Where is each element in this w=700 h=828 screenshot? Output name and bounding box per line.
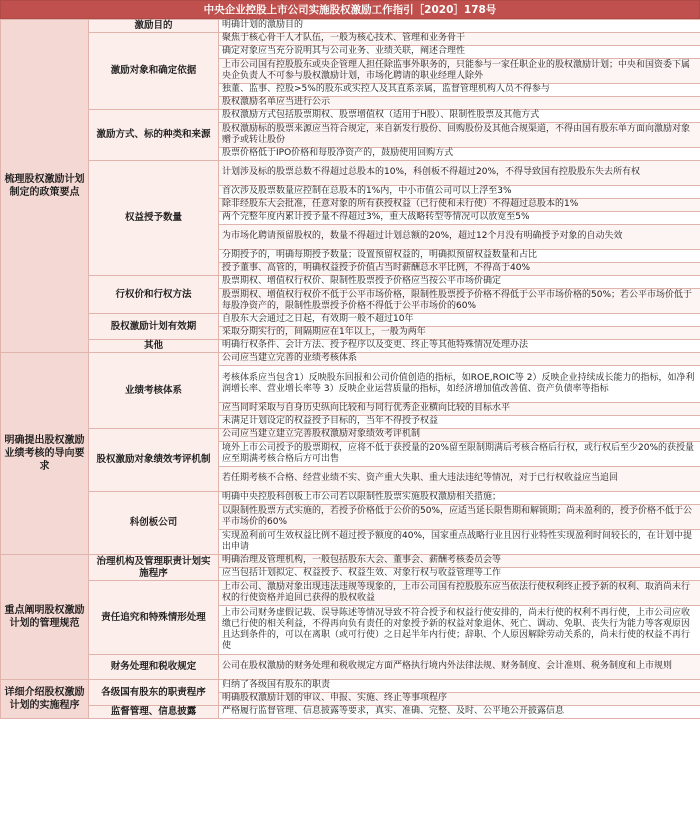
section-heading: 梳理股权激励计划制定的政策要点: [1, 20, 89, 353]
item-heading: 责任追究和特殊情形处理: [89, 581, 219, 655]
content-line: 实现盈利前可生效权益比例不超过授予额度的40%，国家重点战略行业且因行业特性实现盈利时间较长的，在计划中提出申请: [219, 530, 700, 555]
content-line: 应当包括计划拟定、权益授予、权益生效、对象行权与收益管理等工作: [219, 568, 700, 581]
content-line: 境外上市公司授予的股票期权，应将不低于获授量的20%留至限制期满后考核合格后行权，或行权后至少20%的获授量应至期满考核合格后方可出售: [219, 442, 700, 467]
table-row: [1, 276, 700, 289]
section-heading: 明确提出股权激励业绩考核的导向要求: [1, 353, 89, 555]
content-line: 聚焦于核心骨干人才队伍，一般为核心技术、管理和业务骨干: [219, 33, 700, 46]
item-heading: 行权价和行权方法: [89, 276, 219, 314]
item-heading: 财务处理和税收规定: [89, 655, 219, 680]
content-line: 为市场化聘请预留股权的，数量不得超过计划总额的20%，超过12个月没有明确授予对象的自动失效: [219, 225, 700, 250]
content-line: 采取分期实行的，间隔期应在1年以上，一般为两年: [219, 327, 700, 340]
content-line: 股权激励方式包括股票期权、股票增值权（适用于H股）、限制性股票及其他方式: [219, 110, 700, 123]
content-line: 明确治理及管理机构，一般包括股东大会、董事会、薪酬考核委员会等: [219, 555, 700, 568]
section-heading: 详细介绍股权激励计划的实施程序: [1, 680, 89, 719]
document-title: 中央企业控股上市公司实施股权激励工作指引［2020］178号: [0, 0, 700, 19]
item-heading: 股权激励计划有效期: [89, 314, 219, 340]
content-line: 明确行权条件、会计方法、授予程序以及变更、终止等其他特殊情况处理办法: [219, 340, 700, 353]
content-line: 计划涉及标的股票总数不得超过总股本的10%，科创板不得超过20%，不得导致国有控股股东失去所有权: [219, 161, 700, 186]
item-heading: 权益授予数量: [89, 161, 219, 276]
table-row: [1, 655, 700, 680]
content-line: 上市公司国有控股股东或央企管理人担任除监事外职务的，只能参与一家任职企业的股权激励计划；中央和国资委下属央企负责人不可参与股权激励计划，市场化聘请的职业经理人除外: [219, 59, 700, 84]
item-heading: 监督管理、信息披露: [89, 706, 219, 719]
content-line: 上市公司财务虚假记载、误导陈述等情况导致不符合授予和权益行使安排的，尚未行使的权利不再行使，上市公司应收缴已行使的相关利益，不得再向负有责任的对象授予新的权益对象退休、死亡、调动、免职、丧失行为能力等客观原因且达到条件的，可以在离职（或可行使）之日起半年内行使；辞职、个人原因解除劳动关系的，尚未行使的权益不再行使: [219, 606, 700, 655]
item-heading: 股权激励对象绩效考评机制: [89, 429, 219, 492]
section-heading: 重点阐明股权激励计划的管理规范: [1, 555, 89, 680]
content-line: 股票期权、增值权行权价、限制性股票授予价格应当按公平市场价确定: [219, 276, 700, 289]
item-heading: 激励目的: [89, 20, 219, 33]
table-row: [1, 20, 700, 33]
content-line: 考核体系应当包含1）反映股东回报和公司价值创造的指标，如ROE,ROIC等 2）反映企业持续成长能力的指标，如净利润增长率、营业增长率等 3）反映企业运营质量的指标，如经济增加值改善值、资产负债率等指标: [219, 366, 700, 403]
table-row: [1, 353, 700, 366]
table-row: [1, 492, 700, 505]
policy-table: [0, 19, 700, 719]
content-line: 两个完整年度内累计授予量不得超过3%，重大战略转型等情况可以放宽至5%: [219, 212, 700, 225]
item-heading: 激励对象和确定依据: [89, 33, 219, 110]
item-heading: 各级国有股东的职责程序: [89, 680, 219, 706]
table-row: [1, 706, 700, 719]
item-heading: 业绩考核体系: [89, 353, 219, 429]
table-row: [1, 581, 700, 606]
content-line: 严格履行监督管理、信息披露等要求，真实、准确、完整、及时、公平地公开披露信息: [219, 706, 700, 719]
content-line: 明确股权激励计划的审议、申报、实施、终止等事项程序: [219, 693, 700, 706]
content-line: 公司在股权激励的财务处理和税收规定方面严格执行境内外法律法规、财务制度、会计准则、税务制度和上市规则: [219, 655, 700, 680]
content-line: 独董、监事、控股>5%的股东或实控人及其直系亲属，监督管理机构人员不得参与: [219, 84, 700, 97]
table-row: [1, 110, 700, 123]
table-row: [1, 429, 700, 442]
content-line: 确定对象应当充分说明其与公司业务、业绩关联，阐述合理性: [219, 46, 700, 59]
content-line: 若任期考核不合格、经营业绩不实、资产重大失职、重大违法违纪等情况，对于已行权收益应当追回: [219, 467, 700, 492]
content-line: 上市公司、激励对象出现违法违规等现象的，上市公司国有控股股东应当依法行使权利终止授予新的权利、取消尚未行权的行使资格并追回已获得的股权收益: [219, 581, 700, 606]
content-line: 股权激励标的股票来源应当符合规定，来自新发行股份、回购股份及其他合规渠道，不得由国有股东单方面向激励对象赠予或转让股份: [219, 123, 700, 148]
table-row: [1, 33, 700, 46]
table-row: [1, 555, 700, 568]
content-line: 未满足计划设定的权益授予目标的，当年不得授予权益: [219, 416, 700, 429]
content-line: 授予董事、高管的，明确权益授予价值占当时薪酬总水平比例，不得高于40%: [219, 263, 700, 276]
content-line: 以限制性股票方式实施的，若授予价格低于公价的50%，应适当延长限售期和解锁期；尚未盈利的，授予价格不低于公平市场价的60%: [219, 505, 700, 530]
table-row: [1, 340, 700, 353]
content-line: 自股东大会通过之日起，有效期一般不超过10年: [219, 314, 700, 327]
content-line: 公司应当建立完善的业绩考核体系: [219, 353, 700, 366]
item-heading: 激励方式、标的种类和来源: [89, 110, 219, 161]
content-line: 除非经股东大会批准，任意对象的所有获授权益（已行使和未行使）不得超过总股本的1%: [219, 199, 700, 212]
table-row: [1, 314, 700, 327]
content-line: 首次涉及股票数量应控制在总股本的1%内，中小市值公司可以上浮至3%: [219, 186, 700, 199]
item-heading: 其他: [89, 340, 219, 353]
content-line: 股票期权、增值权行权价不低于公平市场价格，限制性股票授予价格不得低于公平市场价格的50%；若公平市场价低于每股净资产的，限制性股票授予价格不得低于公平市场价的60%: [219, 289, 700, 314]
content-line: 分期授予的，明确每期授予数量；设置预留权益的，明确拟预留权益数量和占比: [219, 250, 700, 263]
item-heading: 科创板公司: [89, 492, 219, 555]
table-row: [1, 161, 700, 186]
content-line: 明确计划的激励目的: [219, 20, 700, 33]
content-line: 归纳了各级国有股东的职责: [219, 680, 700, 693]
item-heading: 治理机构及管理职责计划实施程序: [89, 555, 219, 581]
content-line: 股权激励名单应当进行公示: [219, 97, 700, 110]
content-line: 应当同时采取与自身历史纵向比较和与同行优秀企业横向比较的目标水平: [219, 403, 700, 416]
table-row: [1, 680, 700, 693]
content-line: 公司应当建立建立完善股权激励对象绩效考评机制: [219, 429, 700, 442]
content-line: 股票价格低于IPO价格和每股净资产的，鼓励使用回购方式: [219, 148, 700, 161]
content-line: 明确中央控股科创板上市公司若以限制性股票实施股权激励相关措施；: [219, 492, 700, 505]
